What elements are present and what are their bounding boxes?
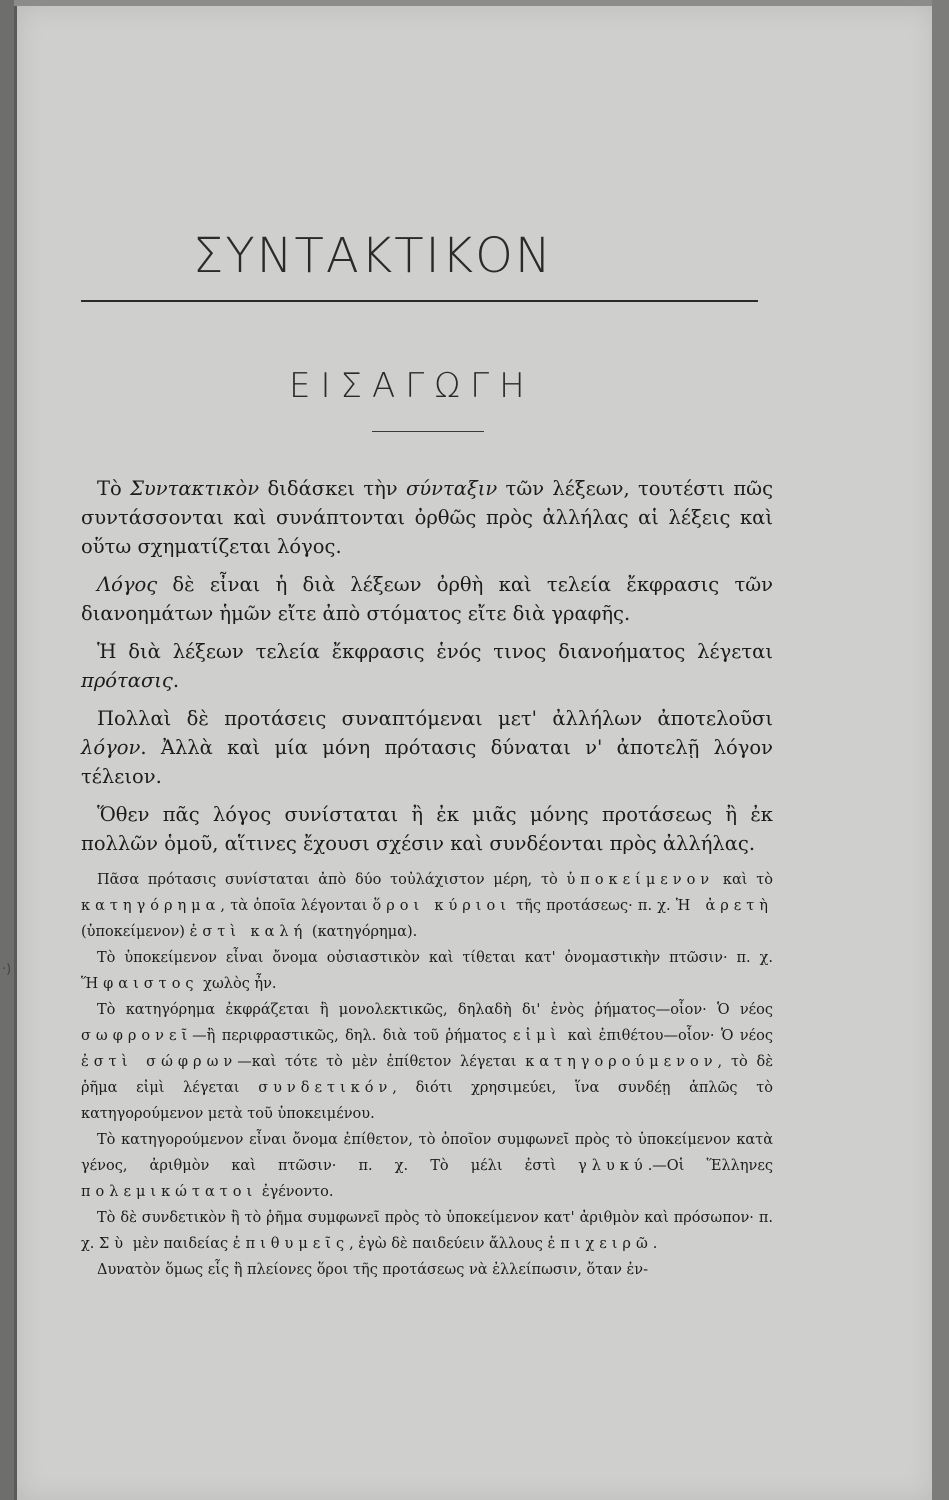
margin-mark: ·) [2, 962, 12, 977]
paragraph-11: Δυνατὸν ὅμως εἷς ἢ πλείονες ὅροι τῆς προτάσεως νὰ ἐλλείπωσιν, ὅταν ἐν- [97, 1262, 648, 1278]
paragraph-8: Τὸ κατηγόρημα ἐκφράζεται ἢ μονολεκτικῶς, δηλαδὴ δι' ἑνὸς ῥήματος—οἷον· Ὁ νέος σωφρονεῖ—ἢ περιφραστικῶς, δηλ. διὰ τοῦ ῥήματος εἰμὶ καὶ ἐπιθέτου—οἷον· Ὁ νέος ἐστὶ σώφρων—καὶ τότε τὸ μὲν ἐπίθετον λέγεται κατηγορούμενον, τὸ δὲ ῥῆμα εἰμὶ λέγεται συνδετικόν, διότι χρησιμεύει, ἵνα συνδέῃ ἁπλῶς τὸ κατηγορούμενον μετὰ τοῦ ὑποκειμένου. [81, 1002, 773, 1122]
heading-rule [372, 431, 484, 432]
paragraph-10: Τὸ δὲ συνδετικὸν ἢ τὸ ῥῆμα συμφωνεῖ πρὸς τὸ ὑποκείμενον κατ' ἀριθμὸν καὶ πρόσωπον· π. χ. Σὺ μὲν παιδείας ἐπιθυμεῖς, ἐγὼ δὲ παιδεύειν ἄλλους ἐπιχειρῶ. [81, 1210, 773, 1252]
title-rule [81, 300, 758, 302]
section-heading: ΕΙΣΑΓΩΓΗ [289, 366, 535, 406]
paragraph-7: Τὸ ὑποκείμενον εἶναι ὄνομα οὐσιαστικὸν καὶ τίθεται κατ' ὀνομαστικὴν πτῶσιν· π. χ. Ἥφαιστος χωλὸς ἦν. [81, 950, 773, 992]
paragraph-5: Ὅθεν πᾶς λόγος συνίσταται ἢ ἐκ μιᾶς μόνης προτάσεως ἢ ἐκ πολλῶν ὁμοῦ, αἵτινες ἔχουσι σχέσιν καὶ συνδέονται πρὸς ἀλλήλας. [81, 803, 773, 855]
paragraph-3: Ἡ διὰ λέξεων τελεία ἔκφρασις ἑνός τινος διανοήματος λέγεται πρότασις. [81, 640, 773, 692]
paragraph-6: Πᾶσα πρότασις συνίσταται ἀπὸ δύο τοὐλάχιστον μέρη, τὸ ὑποκείμενον καὶ τὸ κατηγόρημα, τὰ ὁποῖα λέγονται ὅροι κύριοι τῆς προτάσεως· π. χ. Ἡ ἀρετὴ (ὑποκείμενον) ἐστὶ καλή (κατηγόρημα). [81, 872, 773, 940]
book-page [14, 6, 935, 1500]
paragraph-1: Τὸ Συντακτικὸν διδάσκει τὴν σύνταξιν τῶν λέξεων, τουτέστι πῶς συντάσσονται καὶ συνάπτονται ὀρθῶς πρὸς ἀλλήλας αἱ λέξεις καὶ οὕτω σχηματίζεται λόγος. [81, 477, 773, 558]
binding-edge [0, 0, 14, 1500]
paragraph-9: Τὸ κατηγορούμενον εἶναι ὄνομα ἐπίθετον, τὸ ὁποῖον συμφωνεῖ πρὸς τὸ ὑποκείμενον κατὰ γένος, ἀριθμὸν καὶ πτῶσιν· π. χ. Τὸ μέλι ἐστὶ γλυκύ.—Οἱ Ἕλληνες πολεμικώτατοι ἐγένοντο. [81, 1132, 773, 1200]
body-text [81, 474, 773, 1283]
paragraph-2: Λόγος δὲ εἶναι ἡ διὰ λέξεων ὀρθὴ καὶ τελεία ἔκφρασις τῶν διανοημάτων ἡμῶν εἴτε ἀπὸ στόματος εἴτε διὰ γραφῆς. [81, 573, 773, 625]
paragraph-4: Πολλαὶ δὲ προτάσεις συναπτόμεναι μετ' ἀλλήλων ἀποτελοῦσι λόγον. Ἀλλὰ καὶ μία μόνη πρότασις δύναται ν' ἀποτελῇ λόγον τέλειον. [81, 707, 773, 788]
page-title: ΣΥΝΤΑΚΤΙΚΟΝ [193, 228, 553, 284]
scan-right-edge [932, 0, 949, 1500]
